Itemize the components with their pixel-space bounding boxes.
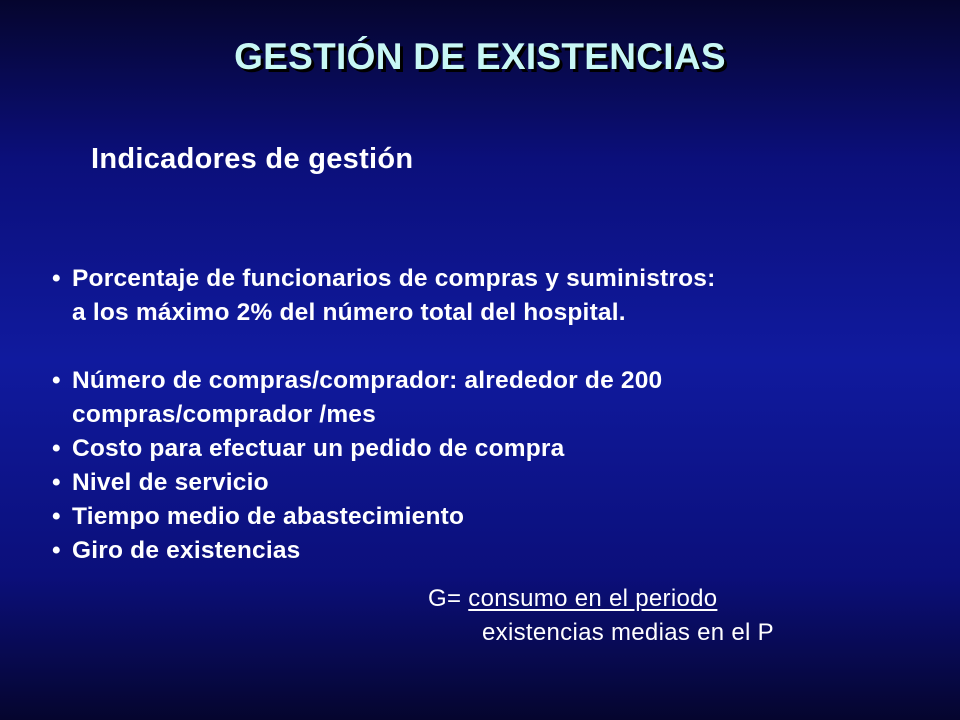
- list-item-text: Tiempo medio de abastecimiento: [72, 503, 465, 530]
- formula-denominator: existencias medias en el P: [482, 619, 774, 646]
- list-item-text-continued: a los máximo 2% del número total del hospital.: [72, 299, 626, 326]
- bullet-icon: •: [52, 537, 61, 564]
- formula-numerator: consumo en el periodo: [468, 585, 718, 612]
- bullet-icon: •: [52, 503, 61, 530]
- list-item-text: Costo para efectuar un pedido de compra: [72, 435, 565, 462]
- bullet-icon: •: [52, 367, 61, 394]
- list-item-text-continued: compras/comprador /mes: [72, 401, 376, 428]
- list-item: [52, 534, 932, 568]
- bullet-icon: •: [52, 469, 61, 496]
- turnover-formula: [428, 582, 774, 650]
- list-item: [52, 500, 932, 534]
- list-item-text: Giro de existencias: [72, 537, 301, 564]
- slide-subtitle: Indicadores de gestión: [91, 143, 414, 175]
- formula-prefix: G=: [428, 585, 469, 612]
- list-item-text: Porcentaje de funcionarios de compras y suministros:: [72, 265, 716, 292]
- bullet-icon: •: [52, 265, 61, 292]
- list-item: [52, 432, 932, 466]
- list-item: [52, 466, 932, 500]
- slide-title: GESTIÓN DE EXISTENCIAS: [234, 36, 726, 77]
- list-item-text: Número de compras/comprador: alrededor de 200: [72, 367, 663, 394]
- list-item-text: Nivel de servicio: [72, 469, 269, 496]
- list-item: [52, 364, 932, 432]
- bullet-icon: •: [52, 435, 61, 462]
- indicator-list: [52, 262, 932, 568]
- list-item: [52, 262, 932, 330]
